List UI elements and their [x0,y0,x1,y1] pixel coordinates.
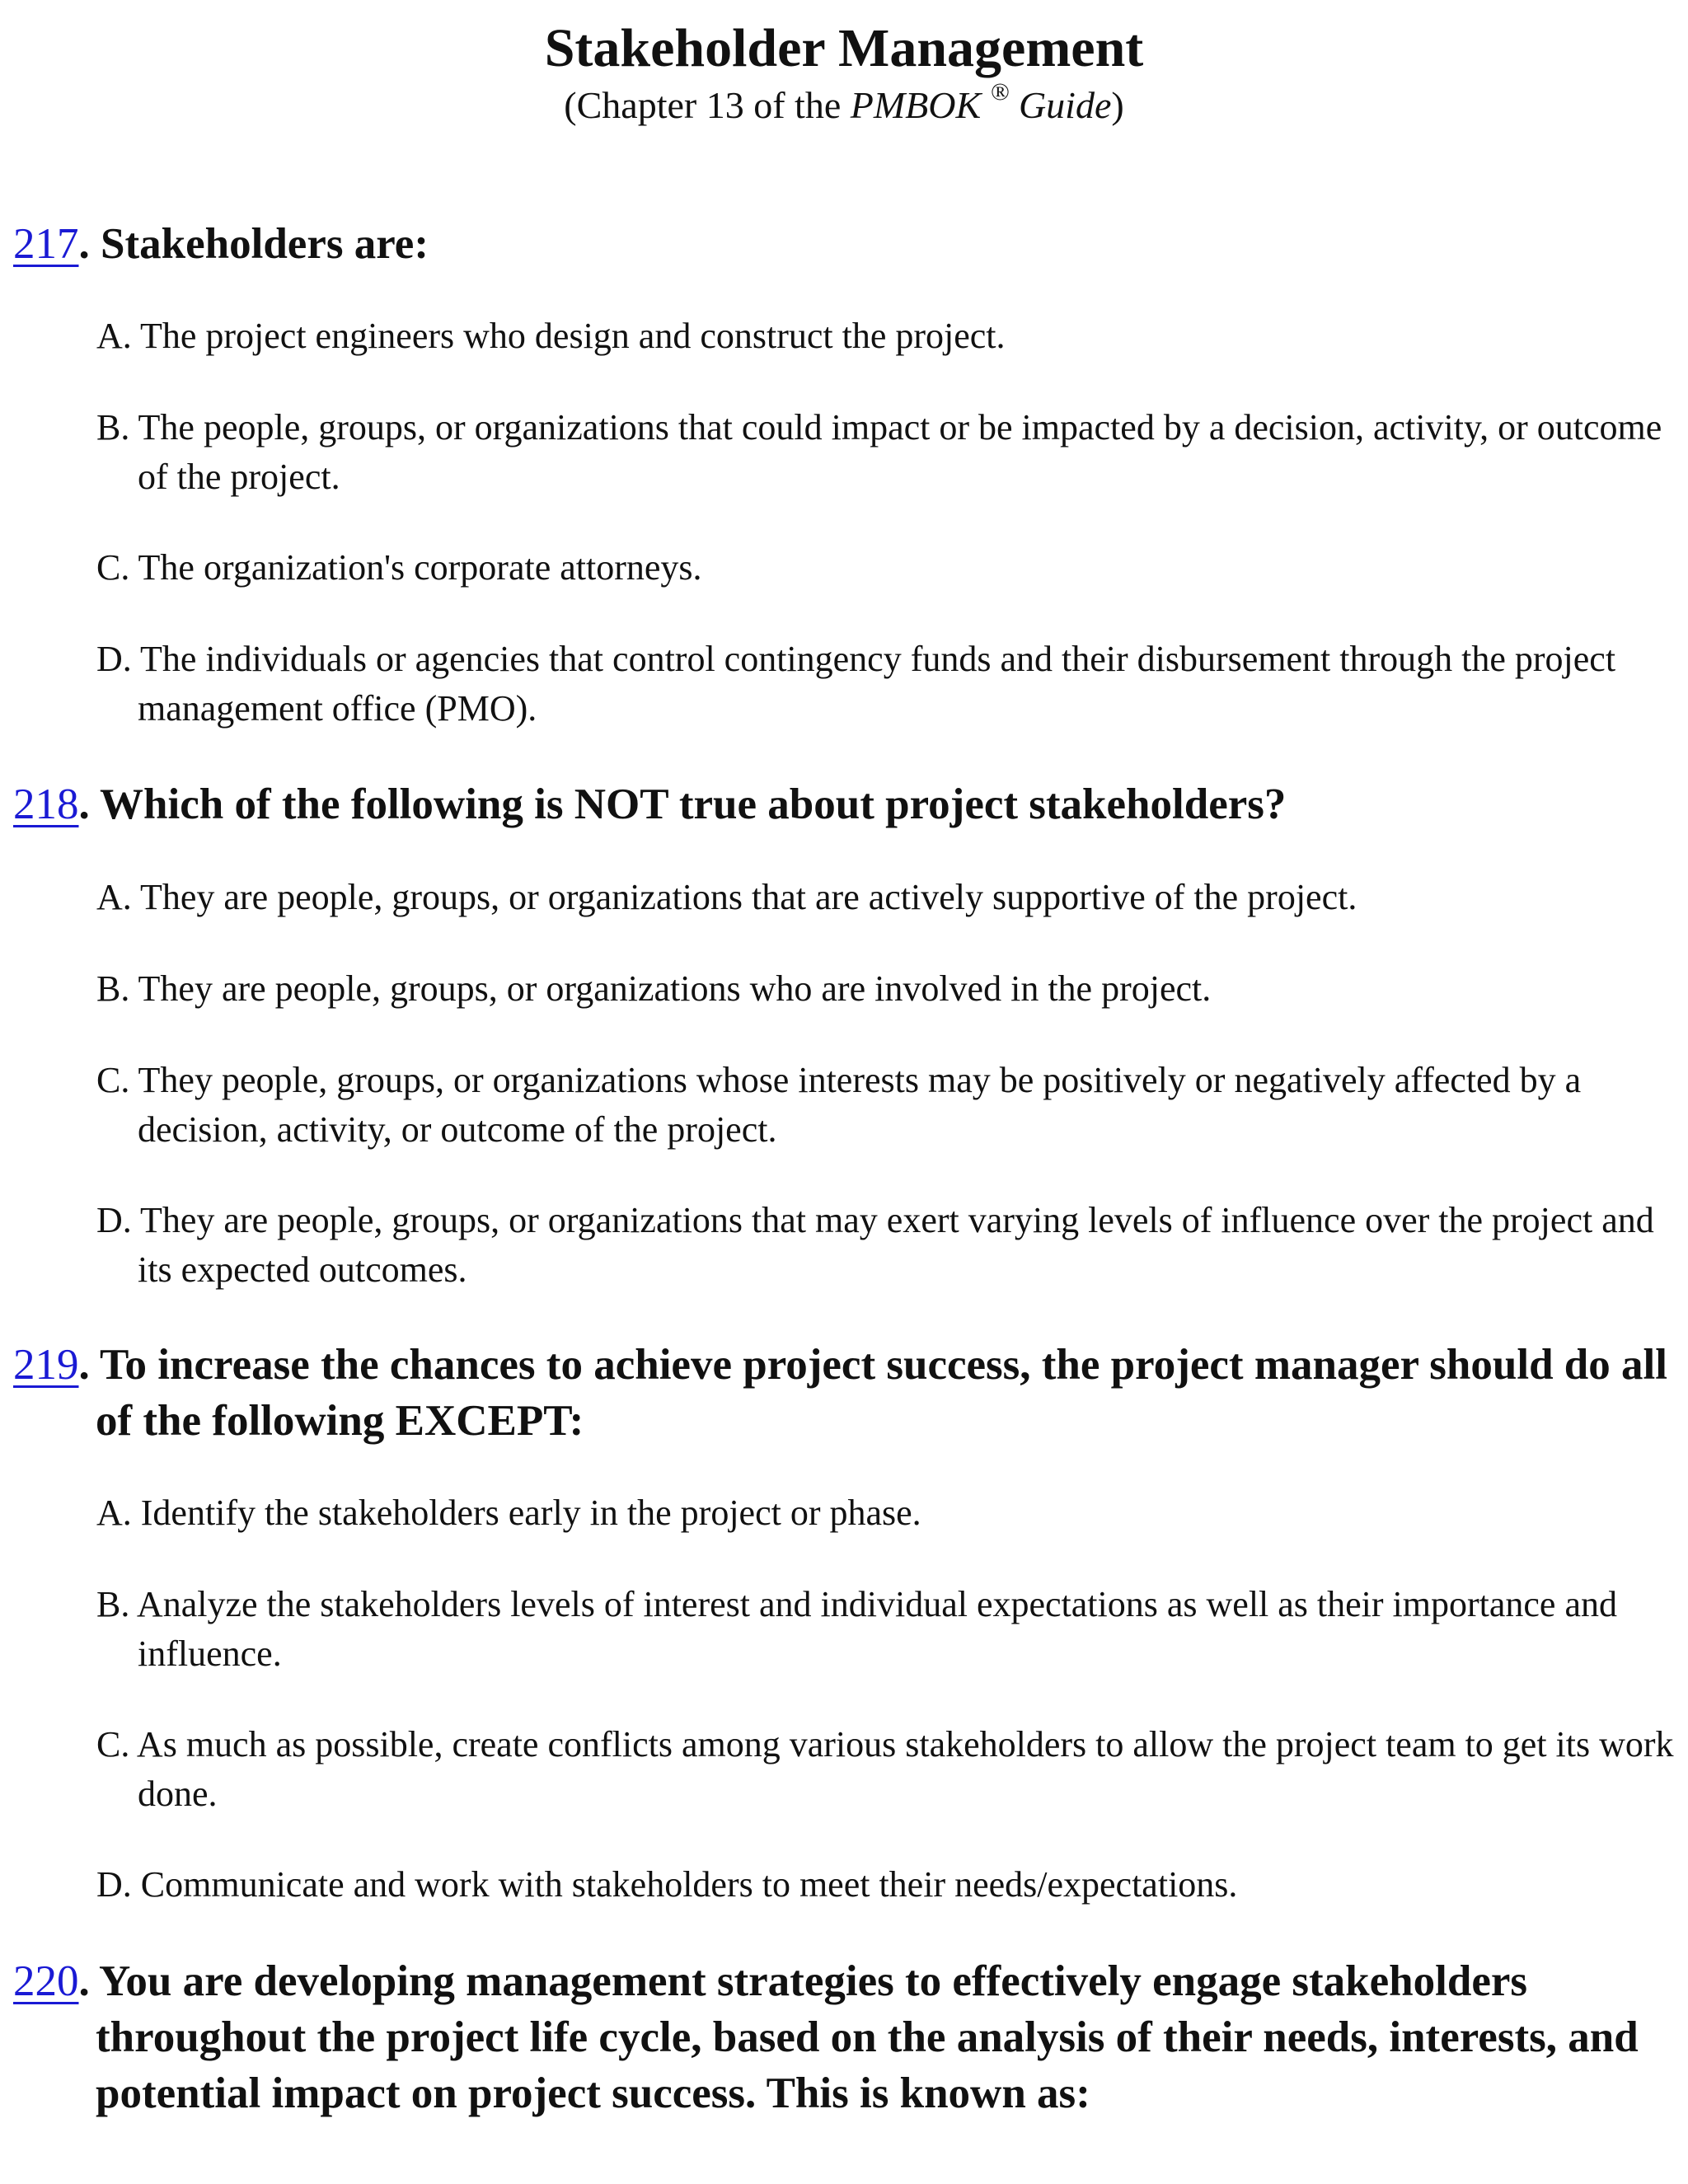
question-number-link[interactable]: 217 [13,220,79,268]
subtitle-guide: Guide [1009,84,1112,126]
question-text: . Stakeholders are: [78,220,429,268]
page-subtitle [0,78,1688,130]
registered-mark: ® [990,78,1010,105]
answer-option: D. They are people, groups, or organizations that may exert varying levels of influence over the project and its expected outcomes. [96,1200,1654,1290]
question-number-link[interactable]: 218 [13,780,79,828]
subtitle-open: (Chapter 13 of the [564,84,851,126]
answer-option: A. The project engineers who design and construct the project. [96,316,1006,356]
question-218 [13,776,1670,832]
answer-option: C. As much as possible, create conflicts among various stakeholders to allow the project team to get its work done. [96,1724,1674,1814]
question-number-link[interactable]: 219 [13,1341,79,1389]
answer-option: B. The people, groups, or organizations that could impact or be impacted by a decision, activity, or outcome of the project. [96,407,1662,497]
question-text: . To increase the chances to achieve project success, the project manager should do all of the following EXCEPT: [78,1341,1667,1445]
question-text: . Which of the following is NOT true about project stakeholders? [78,780,1287,828]
answer-option: B. Analyze the stakeholders levels of interest and individual expectations as well as their importance and influence. [96,1584,1617,1674]
question-217 [13,216,1670,272]
answer-option: C. They people, groups, or organizations whose interests may be positively or negatively affected by a decision, activity, or outcome of the project. [96,1060,1582,1150]
question-219 [13,1337,1670,1449]
answer-option: D. The individuals or agencies that control contingency funds and their disbursement through the project management office (PMO). [96,639,1616,729]
subtitle-close: ) [1111,84,1124,126]
page-title: Stakeholder Management [544,18,1144,78]
answer-option: A. Identify the stakeholders early in the project or phase. [96,1493,921,1533]
answer-option: A. They are people, groups, or organizations that are actively supportive of the project. [96,877,1357,917]
answer-option: C. The organization's corporate attorneys. [96,547,702,588]
question-220 [13,1953,1670,2121]
answer-option: D. Communicate and work with stakeholders to meet their needs/expectations. [96,1864,1238,1905]
question-number-link[interactable]: 220 [13,1957,79,2005]
question-text: . You are developing management strategies to effectively engage stakeholders throughout the project life cycle, based on the analysis of their needs, interests, and potential impact on project success. This is known as: [78,1957,1639,2117]
subtitle-book: PMBOK [850,84,982,126]
answer-option: B. They are people, groups, or organizations who are involved in the project. [96,968,1212,1009]
